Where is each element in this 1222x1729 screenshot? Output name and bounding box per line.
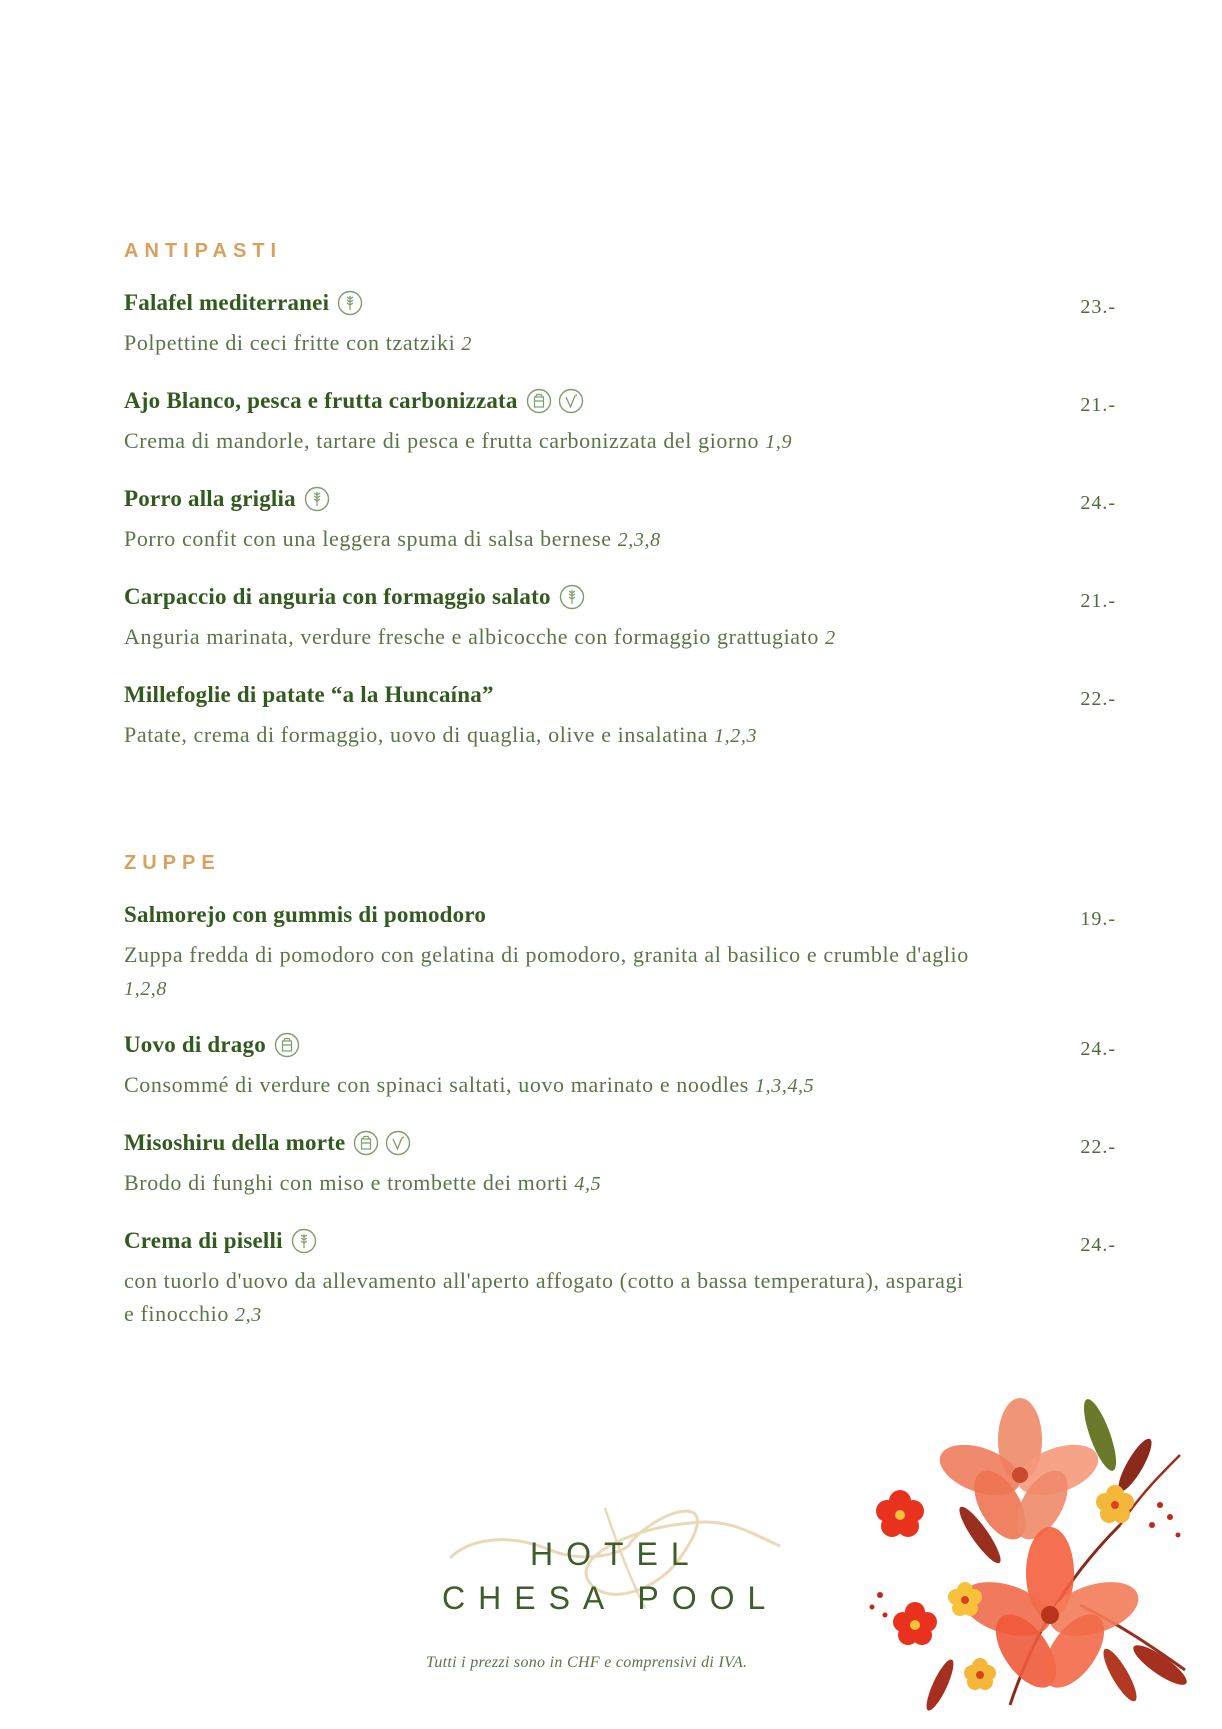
lactose-icon — [526, 388, 552, 414]
menu-item — [124, 682, 1116, 753]
allergen-codes: 2,3 — [235, 1304, 262, 1326]
item-name: Falafel mediterranei — [124, 290, 330, 315]
allergen-codes: 1,9 — [765, 431, 793, 453]
allergen-codes: 2 — [461, 333, 473, 355]
lactose-icon — [274, 1032, 300, 1058]
item-price: 22.- — [1080, 688, 1116, 710]
allergen-codes: 2,3,8 — [617, 529, 661, 551]
vegan-icon — [558, 388, 584, 414]
allergen-codes: 4,5 — [574, 1173, 602, 1195]
item-description: Consommé di verdure con spinaci saltati, uovo marinato e noodles 1,3,4,5 — [124, 1072, 815, 1097]
wheat-icon — [291, 1228, 317, 1254]
item-name: Porro alla griglia — [124, 486, 296, 511]
price-note: Tutti i prezzi sono in CHF e comprensivi di IVA. — [426, 1654, 748, 1671]
section-title-zuppe: ZUPPE — [124, 852, 221, 874]
menu-item — [124, 902, 1116, 1006]
item-description: Anguria marinata, verdure fresche e albicocche con formaggio grattugiato 2 — [124, 624, 836, 649]
menu-item — [124, 1228, 1116, 1332]
menu-item — [124, 388, 1116, 459]
item-description: Crema di mandorle, tartare di pesca e frutta carbonizzata del giorno 1,9 — [124, 428, 793, 453]
wheat-icon — [337, 290, 363, 316]
lactose-icon — [353, 1130, 379, 1156]
allergen-codes: 1,2,8 — [124, 978, 167, 1000]
logo-text-hotel: HOTEL — [530, 1536, 702, 1572]
item-price: 22.- — [1080, 1136, 1116, 1158]
menu-item — [124, 486, 1116, 557]
item-price: 23.- — [1080, 296, 1116, 318]
vegan-icon — [385, 1130, 411, 1156]
section-title-antipasti: ANTIPASTI — [124, 240, 283, 262]
menu-item — [124, 290, 1116, 361]
menu-item — [124, 584, 1116, 655]
floral-decoration — [860, 1385, 1200, 1729]
allergen-codes: 1,3,4,5 — [755, 1075, 815, 1097]
logo-text-chesa-pool: CHESA POOL — [442, 1580, 779, 1616]
menu-item — [124, 1130, 1116, 1201]
item-price: 24.- — [1080, 1038, 1116, 1060]
item-description: con tuorlo d'uovo da allevamento all'aperto affogato (cotto a bassa temperatura), asparagi e finocchio 2,3 — [124, 1268, 964, 1326]
item-description: Polpettine di ceci fritte con tzatziki 2 — [124, 330, 473, 355]
item-description: Porro confit con una leggera spuma di salsa bernese 2,3,8 — [124, 526, 661, 551]
wheat-icon — [304, 486, 330, 512]
item-description: Zuppa fredda di pomodoro con gelatina di pomodoro, granita al basilico e crumble d'aglio 1,2,8 — [124, 942, 969, 1000]
item-price: 24.- — [1080, 492, 1116, 514]
item-name: Misoshiru della morte — [124, 1130, 346, 1155]
item-name: Millefoglie di patate “a la Huncaína” — [124, 682, 494, 707]
item-name: Crema di piselli — [124, 1228, 283, 1253]
item-price: 21.- — [1080, 394, 1116, 416]
item-name: Salmorejo con gummis di pomodoro — [124, 902, 487, 927]
item-price: 21.- — [1080, 590, 1116, 612]
item-price: 24.- — [1080, 1234, 1116, 1256]
item-description: Brodo di funghi con miso e trombette dei morti 4,5 — [124, 1170, 602, 1195]
item-name: Carpaccio di anguria con formaggio salato — [124, 584, 551, 609]
item-price: 19.- — [1080, 908, 1116, 930]
wheat-icon — [559, 584, 585, 610]
item-description: Patate, crema di formaggio, uovo di quaglia, olive e insalatina 1,2,3 — [124, 722, 758, 747]
menu-item — [124, 1032, 1116, 1103]
allergen-codes: 1,2,3 — [714, 725, 758, 747]
item-name: Uovo di drago — [124, 1032, 266, 1057]
allergen-codes: 2 — [825, 627, 836, 649]
item-name: Ajo Blanco, pesca e frutta carbonizzata — [124, 388, 518, 413]
